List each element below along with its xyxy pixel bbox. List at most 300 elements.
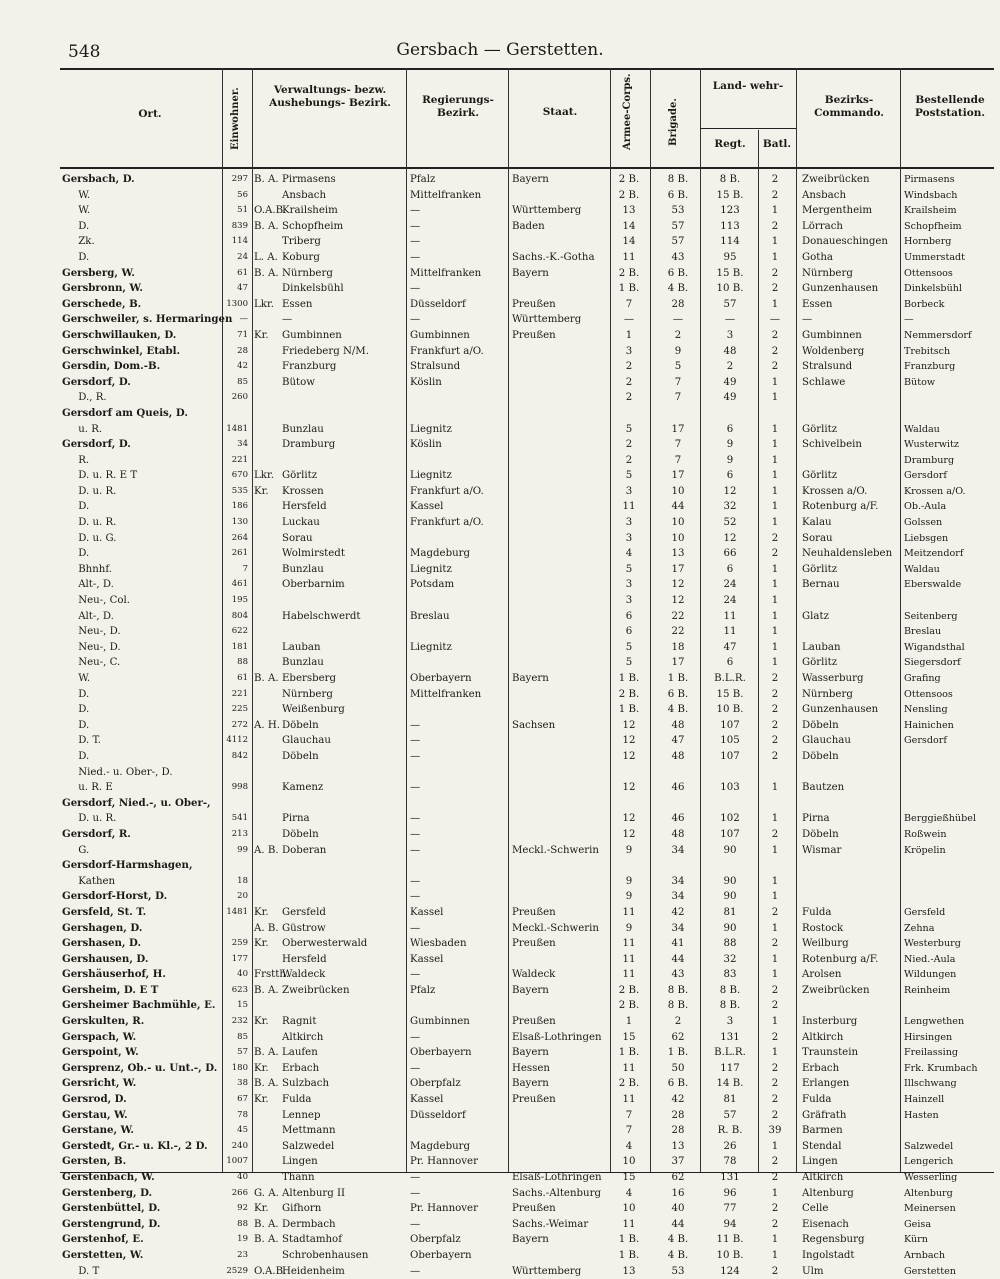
army-corps: 5 [625,470,633,482]
government-district: Liegnitz [410,563,452,575]
district-command: Pirna [802,813,830,825]
government-district: — [410,1218,421,1230]
place-name: Gerspoint, W. [62,1046,139,1059]
post-station: Dinkelsbühl [904,283,962,295]
landwehr-battalion: 1 [771,251,779,263]
inhabitants: 4112 [226,735,248,746]
brigade: 48 [671,750,685,762]
place-name: R. [62,454,90,466]
admin-district: Bunzlau [282,657,324,669]
brigade: 6 B. [667,189,689,201]
landwehr-regiment: 66 [723,548,737,560]
place-name: Gerstengrund, D. [62,1217,161,1230]
district-command: Lauban [802,641,841,653]
post-station: Seitenberg [904,610,958,622]
table-row [0,811,1000,827]
state: Elsaß-Lothringen [512,1031,602,1043]
government-district: Frankfurt a/O. [410,345,484,357]
table-row [0,1045,1000,1061]
brigade: 7 [674,376,682,388]
post-station: Meitzendorf [904,548,964,560]
place-name: D. [62,704,90,716]
landwehr-regiment: 124 [720,1265,740,1277]
table-row [0,390,1000,406]
post-station: Eberswalde [904,579,962,591]
brigade: 22 [671,626,685,638]
post-station: Ummerstadt [904,251,966,263]
state: Preußen [512,1094,556,1106]
army-corps: 11 [622,906,636,918]
brigade: 57 [671,220,685,232]
district-command: Bernau [802,579,840,591]
army-corps: 3 [625,532,633,544]
landwehr-regiment: 90 [723,891,737,903]
admin-district: Gumbinnen [282,329,342,341]
army-corps: 11 [622,953,636,965]
district-type: B. A. [254,984,279,996]
state: Hessen [512,1062,550,1074]
district-command: Celle [802,1203,829,1215]
landwehr-battalion: 1 [771,1016,779,1028]
table-row [0,312,1000,328]
landwehr-regiment: 57 [723,1109,737,1121]
army-corps: 2 [625,376,633,388]
post-station: Hornberg [904,236,952,248]
header-ort: Ort. [138,108,162,120]
landwehr-battalion: 1 [771,392,779,404]
brigade: 16 [671,1187,685,1199]
government-district: Köslin [410,376,442,388]
place-name: Gersdorf, R. [62,827,131,840]
district-command: — [802,314,813,326]
state: Preußen [512,329,556,341]
place-name: Gershagen, D. [62,921,143,934]
inhabitants: 85 [237,376,248,387]
place-name: u. R. E [62,782,113,794]
government-district: — [410,735,421,747]
table-row [0,967,1000,983]
landwehr-regiment: 24 [723,595,737,607]
place-name: D. u. G. [62,532,117,544]
army-corps: 5 [625,563,633,575]
state: Baden [512,220,545,232]
landwehr-battalion: 2 [771,174,779,185]
brigade: 6 B. [667,267,689,279]
place-name: D. [62,719,90,731]
post-station: Krailsheim [904,205,957,217]
admin-district: Laufen [282,1047,318,1059]
district-command: Neuhaldensleben [802,548,893,560]
place-name: Bhnhf. [62,563,113,575]
government-district: Köslin [410,439,442,451]
place-name: Kathen [62,875,116,887]
brigade: 34 [671,922,685,934]
post-station: Borbeck [904,298,945,310]
admin-district: Schopfheim [282,220,344,232]
district-command: Krossen a/O. [802,485,868,497]
government-district: Oberbayern [410,1249,472,1261]
landwehr-battalion: 1 [771,969,779,981]
table-row [0,219,1000,235]
landwehr-regiment: 14 B. [716,1078,744,1090]
state: Württemberg [512,314,582,326]
landwehr-regiment: 131 [720,1172,740,1183]
table-row [0,406,1000,422]
landwehr-battalion: 1 [771,782,779,794]
landwehr-battalion: 1 [771,641,779,653]
table-row [0,1061,1000,1077]
brigade: 57 [671,236,685,248]
place-name: Gersbach, D. [62,173,135,185]
table-row [0,1264,1000,1279]
place-name: D. u. R. [62,517,117,529]
admin-district: Heidenheim [282,1265,345,1277]
district-type: B. A. [254,220,279,232]
landwehr-regiment: 49 [723,376,737,388]
place-name: D. [62,750,90,762]
landwehr-regiment: 24 [723,579,737,591]
district-type: Kr. [254,938,269,950]
district-command: Gunzenhausen [802,704,879,716]
brigade: 28 [671,298,685,310]
post-station: Liebsgen [904,532,949,544]
landwehr-regiment: 32 [723,501,737,513]
army-corps: 11 [622,1094,636,1106]
army-corps: 7 [625,1109,633,1121]
place-name: Gerstenbach, W. [62,1171,155,1183]
post-station: Altenburg [904,1187,953,1199]
header-poststation: Bestellende Poststation. [914,94,986,119]
place-name: Zk. [62,236,95,248]
government-district: Kassel [410,1094,444,1106]
government-district: — [410,782,421,794]
government-district: Gumbinnen [410,329,470,341]
place-name: Alt-, D. [62,610,114,622]
inhabitants: 1481 [226,423,248,434]
place-name: Gersfeld, St. T. [62,905,147,918]
brigade: 42 [671,1094,685,1106]
state: Bayern [512,1078,549,1090]
table-row [0,858,1000,874]
government-district: Oberpfalz [410,1078,461,1090]
government-district: Liegnitz [410,470,452,482]
district-command: Ingolstadt [802,1249,855,1261]
brigade: 13 [671,548,685,560]
table-row [0,640,1000,656]
landwehr-battalion: 2 [771,345,779,357]
brigade: 48 [671,828,685,840]
army-corps: 9 [625,844,633,856]
army-corps: 12 [622,719,636,731]
place-name: Alt-, D. [62,579,114,591]
district-command: Görlitz [802,470,838,482]
army-corps: 2 B. [618,267,640,279]
inhabitants: 260 [231,392,248,403]
landwehr-battalion: 1 [771,376,779,388]
brigade: 41 [671,938,685,950]
landwehr-regiment: 90 [723,875,737,887]
district-command: Sorau [802,532,833,544]
landwehr-battalion: 1 [771,1047,779,1059]
state: Preußen [512,938,556,950]
table-row [0,624,1000,640]
government-district: Liegnitz [410,423,452,435]
place-name: D. [62,548,90,560]
landwehr-regiment: 81 [723,1094,737,1106]
post-station: Geisa [904,1218,932,1230]
inhabitants: 181 [231,641,248,652]
place-name: W. [62,189,91,201]
landwehr-battalion: 2 [771,1156,779,1168]
table-row [0,671,1000,687]
brigade: 9 [674,345,682,357]
place-name: Gerschwillauken, D. [62,328,177,341]
place-name: D. [62,501,90,513]
table-row [0,1170,1000,1186]
landwehr-battalion: 2 [771,938,779,950]
post-station: Trebitsch [904,345,951,357]
table-row [0,765,1000,781]
government-district: — [410,1265,421,1277]
admin-district: — [282,314,293,326]
place-name: Gersbronn, W. [62,282,143,295]
brigade: 7 [674,454,682,466]
post-station: Krossen a/O. [904,485,966,497]
brigade: 46 [671,813,685,825]
place-name: Gerstenbüttel, D. [62,1202,161,1215]
table-row [0,484,1000,500]
state: Meckl.-Schwerin [512,922,599,934]
landwehr-regiment: 8 B. [719,984,741,996]
army-corps: 2 [625,454,633,466]
post-station: Freilassing [904,1047,959,1059]
admin-district: Nürnberg [282,267,333,279]
table-row [0,515,1000,531]
inhabitants: 19 [237,1234,248,1245]
army-corps: 4 [625,1140,633,1152]
table-row [0,655,1000,671]
army-corps: 6 [625,610,633,622]
inhabitants: 839 [231,220,248,231]
landwehr-regiment: 9 [726,454,734,466]
landwehr-regiment: 83 [723,969,737,981]
landwehr-regiment: 10 B. [716,1249,744,1261]
admin-district: Doberan [282,844,327,856]
landwehr-regiment: 96 [723,1187,737,1199]
post-station: Hasten [904,1109,939,1121]
landwehr-battalion: 2 [771,1203,779,1215]
army-corps: 10 [622,1156,636,1168]
inhabitants: 57 [237,1047,248,1058]
army-corps: 15 [622,1031,636,1043]
state: Bayern [512,984,549,996]
post-station: Arnbach [904,1249,946,1261]
landwehr-battalion: 39 [768,1125,782,1137]
running-title: Gersbach — Gerstetten. [396,40,604,60]
landwehr-battalion: 2 [771,361,779,373]
government-district: Magdeburg [410,548,471,560]
district-command: Gunzenhausen [802,283,879,295]
army-corps: 11 [622,251,636,263]
landwehr-battalion: 2 [771,984,779,996]
government-district: Frankfurt a/O. [410,517,484,529]
inhabitants: 7 [242,563,248,574]
post-station: Wesserling [904,1172,958,1183]
brigade: 17 [671,470,685,482]
brigade: 53 [671,205,685,217]
landwehr-battalion: 2 [771,1000,779,1012]
army-corps: 2 [625,392,633,404]
brigade: 1 B. [667,1047,689,1059]
landwehr-regiment: 107 [720,750,740,762]
post-station: Lengerich [904,1156,954,1168]
government-district: — [410,236,421,248]
district-command: Lörrach [802,220,843,232]
post-station: Grafing [904,673,941,684]
district-command: Wismar [802,844,842,856]
post-station: Windsbach [904,189,958,201]
table-row [0,687,1000,703]
post-station: Ob.-Aula [904,501,947,513]
place-name: D. [62,220,90,232]
landwehr-battalion: 1 [771,657,779,669]
admin-district: Weißenburg [282,704,345,716]
inhabitants: 61 [237,673,248,683]
table-row [0,297,1000,313]
brigade: 2 [674,1016,682,1028]
district-type: B. A. [254,1234,279,1246]
admin-district: Bunzlau [282,423,324,435]
landwehr-battalion: 2 [771,1094,779,1106]
table-row [0,188,1000,204]
place-name: Neu-, D. [62,641,121,653]
header-brigade: Brigade. [668,98,679,146]
table-row [0,905,1000,921]
place-name: Neu-, Col. [62,595,131,607]
government-district: Oberpfalz [410,1234,461,1246]
post-station: Waldau [904,563,940,575]
admin-district: Dramburg [282,439,336,451]
place-name: Gersdorf-Horst, D. [62,890,168,903]
table-row [0,1014,1000,1030]
place-name: Gersdin, Dom.-B. [62,360,161,373]
district-command: Altenburg [802,1187,854,1199]
inhabitants: 88 [237,657,248,668]
army-corps: 11 [622,1218,636,1230]
landwehr-regiment: 9 [726,439,734,451]
inhabitants: 15 [237,1000,248,1011]
army-corps: — [623,314,635,326]
brigade: 7 [674,392,682,404]
place-name: Gersprenz, Ob.- u. Unt.-, D. [62,1061,218,1074]
post-station: Illschwang [904,1078,957,1090]
post-station: Wusterwitz [904,439,959,451]
government-district: Mittelfranken [410,688,482,700]
admin-district: Lingen [282,1156,318,1168]
landwehr-battalion: 2 [771,1109,779,1121]
place-name: Gerstenhof, E. [62,1233,144,1246]
landwehr-battalion: 1 [771,813,779,825]
post-station: Schopfheim [904,220,962,232]
landwehr-regiment: 11 [723,610,737,622]
state: Elsaß-Lothringen [512,1172,602,1183]
state: Sachs.-Altenburg [512,1187,602,1199]
government-district: — [410,205,421,217]
government-district: — [410,314,421,326]
post-station: Roßwein [904,828,947,840]
army-corps: 5 [625,657,633,669]
state: Waldeck [512,969,556,981]
header-armee-corps: Armee-Corps. [622,73,633,150]
army-corps: 9 [625,891,633,903]
table-body [0,172,1000,1279]
government-district: Pr. Hannover [410,1156,478,1168]
brigade: 50 [671,1062,685,1074]
army-corps: 1 B. [618,1249,640,1261]
brigade: 22 [671,610,685,622]
inhabitants: 47 [237,283,248,294]
post-station: Siegersdorf [904,657,961,669]
table-row [0,609,1000,625]
landwehr-battalion: 2 [771,750,779,762]
army-corps: 9 [625,922,633,934]
admin-district: Kamenz [282,782,324,794]
post-station: Hainzell [904,1094,945,1106]
district-command: Erbach [802,1062,840,1074]
landwehr-regiment: 90 [723,922,737,934]
district-type: Kr. [254,906,269,918]
inhabitants: 261 [231,548,248,559]
landwehr-regiment: 6 [726,423,734,435]
government-district: — [410,891,421,903]
brigade: 43 [671,251,685,263]
district-command: Weilburg [802,938,849,950]
district-type: B. A. [254,1078,279,1090]
landwehr-regiment: 95 [723,251,737,263]
brigade: 1 B. [667,673,689,684]
brigade: 7 [674,439,682,451]
government-district: Stralsund [410,361,461,373]
landwehr-regiment: 11 B. [716,1234,744,1246]
place-name: Gerschede, B. [62,297,142,310]
table-row [0,328,1000,344]
landwehr-battalion: 1 [771,236,779,248]
district-command: Glatz [802,610,829,622]
place-name: Gersdorf, D. [62,375,131,388]
inhabitants: 114 [231,236,248,247]
header-staat: Staat. [542,106,578,118]
brigade: 47 [671,735,685,747]
government-district: Mittelfranken [410,189,482,201]
place-name: Gersdorf, D. [62,438,131,451]
government-district: Frankfurt a/O. [410,485,484,497]
landwehr-battalion: 2 [771,673,779,684]
government-district: — [410,1187,421,1199]
inhabitants: 180 [231,1062,248,1073]
landwehr-regiment: 3 [726,329,734,341]
army-corps: 12 [622,813,636,825]
place-name: W. [62,673,91,684]
district-command: Wasserburg [802,673,864,684]
page-number: 548 [68,42,101,62]
landwehr-battalion: 2 [771,329,779,341]
district-type: B. A. [254,267,279,279]
table-row [0,874,1000,890]
army-corps: 2 [625,439,633,451]
landwehr-sub-rule [700,128,796,129]
brigade: 6 B. [667,688,689,700]
landwehr-battalion: 2 [771,1078,779,1090]
